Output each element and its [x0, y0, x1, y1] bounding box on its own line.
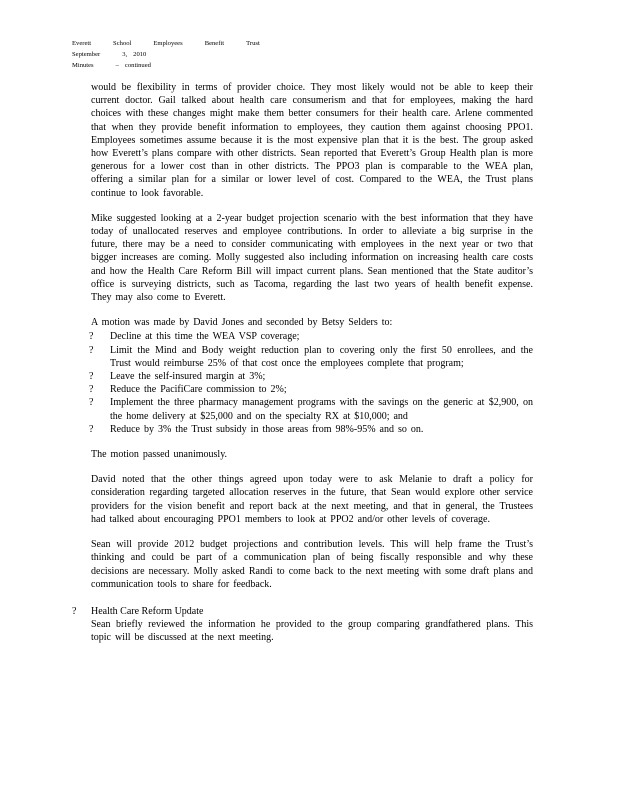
header-word: continued	[124, 62, 151, 69]
bullet-icon: ?	[89, 397, 94, 409]
list-item-text: Leave the self-insured margin at 3%;	[110, 371, 266, 383]
list-item-text: Limit the Mind and Body weight reduction plan to covering only the first 50 enrollees, and the Trust would reimburse 25% of that cost once the employees complete that program;	[110, 344, 533, 369]
bullet-icon: ?	[89, 331, 94, 343]
section-text: Sean briefly reviewed the information he provided to the group comparing grandfathered plans. This topic will be discussed at the next meeting.	[91, 619, 533, 644]
header-line-2	[72, 49, 282, 60]
list-item-text: Reduce by 3% the Trust subsidy in those areas from 98%-95% and so on.	[110, 423, 424, 435]
list-item-text: Implement the three pharmacy management programs with the savings on the generic at $2,900, on the home delivery at $25,000 and on the specialty RX at $10,000; and	[110, 397, 533, 422]
header-word: Minutes	[72, 62, 94, 69]
header-word: –	[115, 62, 119, 69]
motion-list	[91, 330, 533, 436]
paragraph-budget-projection: Mike suggested looking at a 2-year budget projection scenario with the best information that they have today of unallocated reserves and employee contributions. In order to alleviate a big surprise in the future, there may be a need to consider communicating with employees in the next year or two that bigger increases are coming. Molly suggested also including information on increasing health care costs and how the Health Care Reform Bill will impact current plans. Sean mentioned that the State auditor’s office is surveying districts, such as Tacoma, regarding the last two years of health benefit expense. They may also come to Everett.	[91, 212, 533, 304]
paragraph-provider-choice: would be flexibility in terms of provider choice. They most likely would not be able to keep their current doctor. Gail talked about health care consumerism and that for employees, making the hard choices with these changes might make them better consumers for their health care. Arlene commented that when they provide benefit information to employees, they caution them against choosing PPO1. Employees sometimes assume because it is the most expensive plan that it is the best. The group asked how Everett’s plans compare with other districts. Sean reported that Everett’s Group Health plan is more generous for a lower cost than in other districts. The PPO3 plan is comparable to the WEA plan, offering a similar plan for a similar or lower level of cost. Compared to the WEA, the Trust plans continue to look favorable.	[91, 82, 533, 199]
list-item	[91, 423, 533, 436]
paragraph-budget-2012: Sean will provide 2012 budget projections and contribution levels. This will help frame the Trust’s thinking and could be part of a communication plan of being fiscally responsible and why these decisions are necessary. Molly asked Randi to come back to the next meeting with some draft plans and communication tools to share for feedback.	[91, 539, 533, 590]
document-body	[72, 81, 533, 645]
header-word: Benefit	[204, 40, 225, 47]
list-item-text: Reduce the PacifiCare commission to 2%;	[110, 384, 287, 396]
list-item	[91, 370, 533, 383]
list-item	[91, 396, 533, 422]
header-word: 3,	[122, 51, 128, 58]
motion-result: The motion passed unanimously.	[91, 449, 228, 461]
list-item	[91, 383, 533, 396]
header-word: Everett	[72, 40, 92, 47]
bullet-icon: ?	[89, 423, 94, 435]
section-title: Health Care Reform Update	[91, 605, 204, 617]
list-item	[91, 330, 533, 343]
header-line-3	[72, 60, 282, 71]
bullet-icon: ?	[89, 371, 94, 383]
section-health-care-reform	[72, 605, 533, 645]
header-word: School	[113, 40, 132, 47]
motion-intro: A motion was made by David Jones and seconded by Betsy Selders to:	[91, 317, 393, 329]
list-item-text: Decline at this time the WEA VSP coverage;	[110, 331, 300, 343]
header-word: Employees	[153, 40, 183, 47]
bullet-icon: ?	[89, 344, 94, 356]
header-line-1	[72, 38, 282, 49]
paragraph-agreements: David noted that the other things agreed upon today were to ask Melanie to draft a policy for consideration regarding targeted allocation reserves in the future, that Sean would explore other service providers for the vision benefit and report back at the next meeting, and that in general, the Trustees had talked about encouraging PPO1 members to look at PPO2 and/or other levels of coverage.	[91, 474, 533, 525]
header-word: Trust	[246, 40, 260, 47]
bullet-icon: ?	[72, 605, 77, 617]
header-word: September	[72, 51, 101, 58]
page-header	[72, 38, 282, 71]
header-word: 2010	[133, 51, 147, 58]
bullet-icon: ?	[89, 384, 94, 396]
list-item	[91, 344, 533, 370]
